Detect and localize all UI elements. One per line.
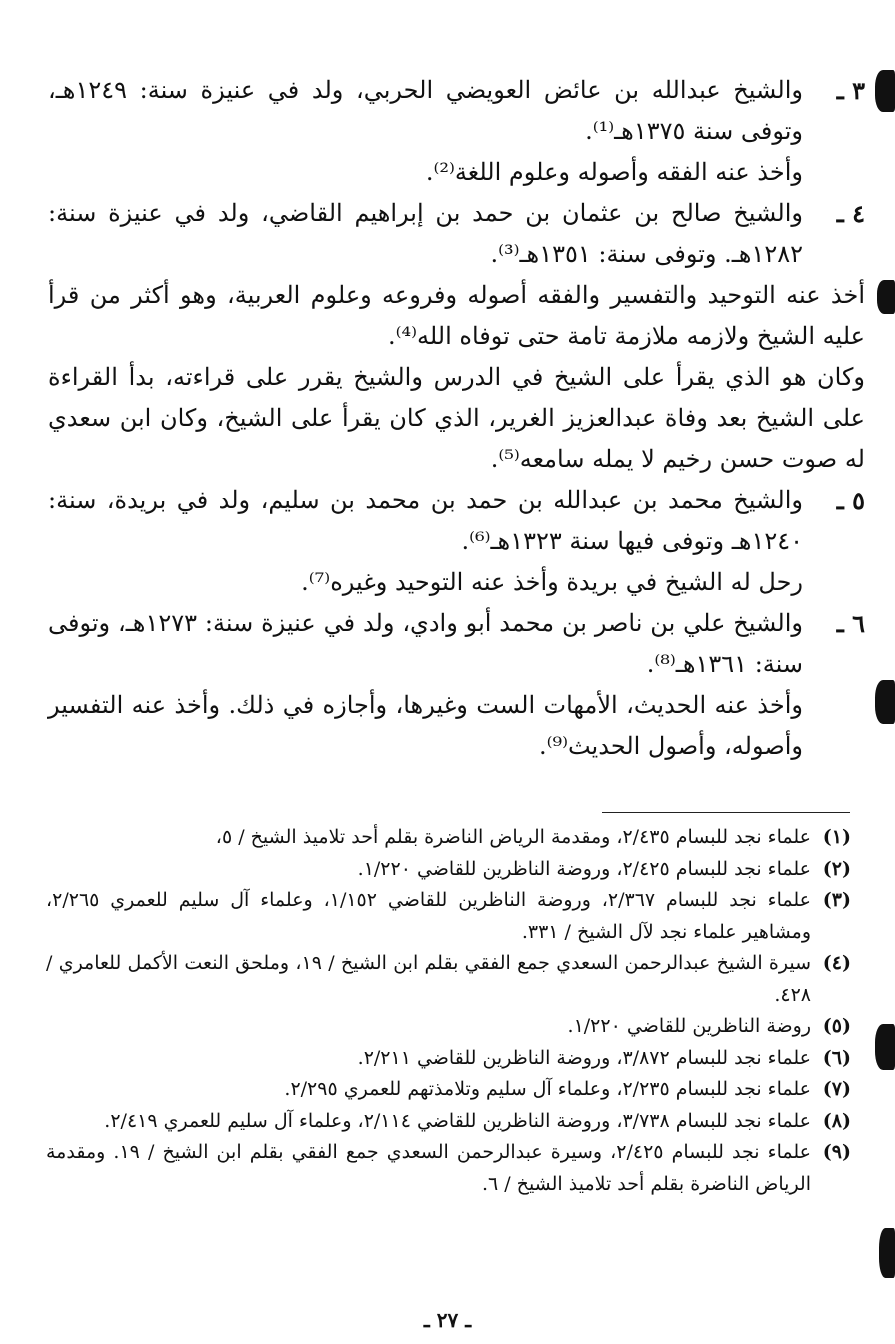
entry-paragraph: وكان هو الذي يقرأ على الشيخ في الدرس والشيخ يقرر على قراءته، بدأ القراءة على الشيخ بعد وفاة عبدالعزيز الغرير، الذي كان يقرأ على الشيخ، وكان ابن سعدي له صوت حسن رخيم لا يمله سامعه⁽⁵⁾. [48, 363, 865, 473]
footnote-1 [46, 822, 851, 854]
footnote-number: (٣) [822, 889, 851, 911]
footnote-text: علماء نجد للبسام ٢/٣٦٧، وروضة الناظرين للقاضي ١/١٥٢، وعلماء آل سليم للعمري ٢/٢٦٥، ومشاهير علماء نجد لآل الشيخ / ٣٣١. [46, 889, 811, 943]
footnote-text: علماء نجد للبسام ٣/٧٣٨، وروضة الناظرين للقاضي ٢/١١٤، وعلماء آل سليم للعمري ٢/٤١٩. [104, 1109, 811, 1132]
entry-paragraph: وأخذ عنه الحديث، الأمهات الست وغيرها، وأجازه في ذلك. وأخذ عنه التفسير وأصوله، وأصول الحديث⁽⁹⁾. [48, 691, 803, 760]
footnote-text: علماء نجد للبسام ٢/٤٢٥، وروضة الناظرين للقاضي ١/٢٢٠. [357, 857, 811, 880]
scan-edge-mark [875, 680, 895, 724]
entry-4 [48, 193, 865, 480]
footnote-number: (٧) [822, 1078, 851, 1100]
footnote-9 [46, 1137, 851, 1200]
entry-number: ٤ ـ [836, 199, 865, 228]
footnotes [46, 822, 851, 1200]
entry-5 [48, 480, 865, 603]
footnote-number: (١) [822, 826, 851, 848]
footnote-3 [46, 885, 851, 948]
entry-6 [48, 603, 865, 767]
footnote-number: (٢) [822, 857, 851, 880]
entry-3 [48, 70, 865, 193]
footnote-separator [602, 812, 850, 813]
entry-paragraph: والشيخ صالح بن عثمان بن حمد بن إبراهيم القاضي، ولد في عنيزة سنة: ١٢٨٢هـ. وتوفى سنة: ١٣٥١هـ⁽³⁾. [48, 199, 803, 268]
footnote-text: علماء نجد للبسام ٢/٤٢٥، وسيرة عبدالرحمن السعدي جمع الفقي بقلم ابن الشيخ / ١٩. ومقدمة الرياض الناضرة بقلم أحد تلاميذ الشيخ / ٦. [46, 1141, 811, 1195]
footnote-number: (٩) [822, 1141, 851, 1163]
scan-edge-mark [877, 280, 895, 314]
footnote-text: سيرة الشيخ عبدالرحمن السعدي جمع الفقي بقلم ابن الشيخ / ١٩، وملحق النعت الأكمل للعامري / ٤٢٨. [46, 952, 811, 1006]
footnote-5 [46, 1011, 851, 1043]
footnote-2 [46, 854, 851, 886]
footnote-text: علماء نجد للبسام ٣/٨٧٢، وروضة الناظرين للقاضي ٢/٢١١. [357, 1046, 811, 1069]
footnote-7 [46, 1074, 851, 1106]
entry-paragraph: والشيخ علي بن ناصر بن محمد أبو وادي، ولد في عنيزة سنة: ١٢٧٣هـ، وتوفى سنة: ١٣٦١هـ⁽⁸⁾. [48, 609, 803, 678]
main-text [48, 70, 865, 767]
footnote-8 [46, 1106, 851, 1138]
entry-paragraph: وأخذ عنه الفقه وأصوله وعلوم اللغة⁽²⁾. [425, 158, 803, 186]
footnote-6 [46, 1043, 851, 1075]
footnote-4 [46, 948, 851, 1011]
page-number: ـ ٢٧ ـ [423, 1308, 472, 1332]
scan-edge-mark [875, 1024, 895, 1070]
footnote-number: (٨) [822, 1109, 851, 1132]
entry-paragraph: أخذ عنه التوحيد والتفسير والفقه أصوله وفروعه وعلوم العربية، وهو أكثر من قرأ عليه الشيخ ولازمه ملازمة تامة حتى توفاه الله⁽⁴⁾. [48, 281, 865, 350]
scan-edge-mark [879, 1228, 895, 1278]
footnote-number: (٥) [822, 1015, 851, 1037]
footnote-number: (٦) [822, 1046, 851, 1069]
footnote-text: روضة الناظرين للقاضي ١/٢٢٠. [567, 1015, 811, 1037]
scan-edge-mark [875, 70, 895, 112]
entry-number: ٣ ـ [836, 76, 865, 105]
entry-paragraph: والشيخ عبدالله بن عائض العويضي الحربي، ولد في عنيزة سنة: ١٢٤٩هـ، وتوفى سنة ١٣٧٥هـ⁽¹⁾. [48, 76, 803, 145]
footnote-text: علماء نجد للبسام ٢/٤٣٥، ومقدمة الرياض الناضرة بقلم أحد تلاميذ الشيخ / ٥، [215, 826, 811, 848]
entry-paragraph: رحل له الشيخ في بريدة وأخذ عنه التوحيد وغيره⁽⁷⁾. [301, 568, 803, 596]
footnote-number: (٤) [822, 952, 851, 974]
entry-paragraph: والشيخ محمد بن عبدالله بن حمد بن محمد بن سليم، ولد في بريدة، سنة: ١٢٤٠هـ وتوفى فيها سنة ١٣٢٣هـ⁽⁶⁾. [48, 486, 803, 555]
entry-number: ٦ ـ [836, 609, 865, 638]
footnote-text: علماء نجد للبسام ٢/٢٣٥، وعلماء آل سليم وتلامذتهم للعمري ٢/٢٩٥. [284, 1078, 811, 1100]
entry-number: ٥ ـ [836, 486, 865, 515]
